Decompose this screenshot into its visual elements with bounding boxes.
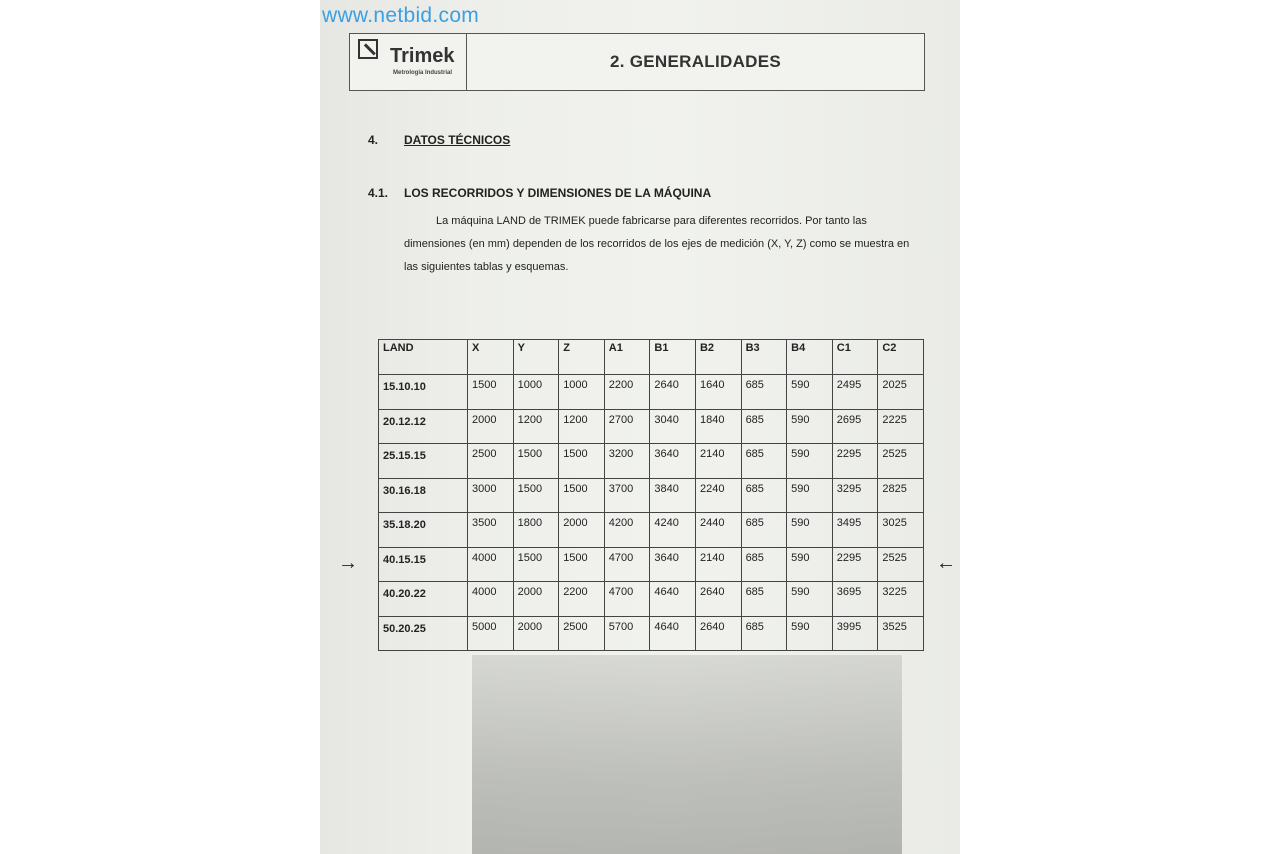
value-cell: 3040 [650, 409, 696, 444]
value-cell: 2500 [468, 444, 514, 479]
section-4-heading [368, 133, 510, 147]
value-cell: 3025 [878, 513, 924, 548]
model-cell: 40.15.15 [379, 547, 468, 582]
value-cell: 685 [741, 582, 787, 617]
section-number: 4.1. [368, 186, 389, 200]
value-cell: 2695 [832, 409, 878, 444]
value-cell: 2440 [695, 513, 741, 548]
value-cell: 2025 [878, 375, 924, 410]
value-cell: 4000 [468, 582, 514, 617]
model-cell: 50.20.25 [379, 616, 468, 651]
value-cell: 3995 [832, 616, 878, 651]
value-cell: 1200 [513, 409, 559, 444]
header-title: 2. GENERALIDADES [609, 52, 782, 71]
value-cell: 1000 [559, 375, 605, 410]
value-cell: 2000 [559, 513, 605, 548]
value-cell: 1840 [695, 409, 741, 444]
value-cell: 2825 [878, 478, 924, 513]
value-cell: 685 [741, 547, 787, 582]
logo-name: Trimek [390, 45, 455, 67]
value-cell: 3500 [468, 513, 514, 548]
value-cell: 3640 [650, 444, 696, 479]
value-cell: 4640 [650, 616, 696, 651]
value-cell: 2640 [695, 582, 741, 617]
model-cell: 15.10.10 [379, 375, 468, 410]
value-cell: 3700 [604, 478, 650, 513]
column-header: B1 [650, 340, 696, 375]
value-cell: 1000 [513, 375, 559, 410]
section-title: LOS RECORRIDOS Y DIMENSIONES DE LA MÁQUINA [404, 186, 712, 200]
value-cell: 590 [787, 547, 833, 582]
value-cell: 3640 [650, 547, 696, 582]
value-cell: 685 [741, 616, 787, 651]
value-cell: 4000 [468, 547, 514, 582]
column-header: C2 [878, 340, 924, 375]
trimek-logo-icon [358, 39, 378, 59]
value-cell: 3840 [650, 478, 696, 513]
value-cell: 2140 [695, 444, 741, 479]
value-cell: 685 [741, 409, 787, 444]
value-cell: 2225 [878, 409, 924, 444]
company-logo [350, 34, 467, 90]
column-header: X [468, 340, 514, 375]
value-cell: 4640 [650, 582, 696, 617]
value-cell: 590 [787, 444, 833, 479]
value-cell: 2240 [695, 478, 741, 513]
value-cell: 2000 [513, 616, 559, 651]
value-cell: 2525 [878, 547, 924, 582]
document-header [349, 33, 925, 91]
table-row [379, 375, 924, 410]
value-cell: 1800 [513, 513, 559, 548]
left-arrow-mark: → [338, 552, 358, 574]
value-cell: 4200 [604, 513, 650, 548]
model-cell: 20.12.12 [379, 409, 468, 444]
value-cell: 590 [787, 478, 833, 513]
section-4-1-heading [368, 186, 711, 200]
value-cell: 1500 [513, 547, 559, 582]
value-cell: 3495 [832, 513, 878, 548]
value-cell: 5000 [468, 616, 514, 651]
column-header: B3 [741, 340, 787, 375]
intro-paragraph [404, 210, 924, 279]
value-cell: 4700 [604, 547, 650, 582]
paragraph-text: La máquina LAND de TRIMEK puede fabricarse para diferentes recorridos. Por tanto las dimensiones (en mm) dependen de los recorridos de los ejes de medición (X, Y, Z) como se muestra en las siguientes tablas y esquemas. [404, 215, 910, 273]
table-row [379, 547, 924, 582]
dimensions-table [378, 339, 924, 651]
value-cell: 2200 [604, 375, 650, 410]
value-cell: 1640 [695, 375, 741, 410]
value-cell: 1500 [559, 547, 605, 582]
value-cell: 2700 [604, 409, 650, 444]
value-cell: 2500 [559, 616, 605, 651]
column-header: Y [513, 340, 559, 375]
value-cell: 1500 [468, 375, 514, 410]
table-row [379, 444, 924, 479]
model-cell: 40.20.22 [379, 582, 468, 617]
column-header: B4 [787, 340, 833, 375]
value-cell: 2140 [695, 547, 741, 582]
value-cell: 3295 [832, 478, 878, 513]
value-cell: 685 [741, 513, 787, 548]
table-row [379, 582, 924, 617]
table-row [379, 409, 924, 444]
column-header: Z [559, 340, 605, 375]
value-cell: 2000 [513, 582, 559, 617]
watermark-link[interactable]: www.netbid.com [322, 4, 480, 27]
value-cell: 1500 [513, 444, 559, 479]
logo-tagline: Metrología Industrial [393, 70, 453, 76]
value-cell: 2495 [832, 375, 878, 410]
value-cell: 2640 [695, 616, 741, 651]
column-header: B2 [695, 340, 741, 375]
value-cell: 1200 [559, 409, 605, 444]
value-cell: 685 [741, 444, 787, 479]
value-cell: 590 [787, 582, 833, 617]
right-arrow-mark: ← [936, 552, 956, 574]
value-cell: 3200 [604, 444, 650, 479]
table-row [379, 513, 924, 548]
value-cell: 3225 [878, 582, 924, 617]
value-cell: 3695 [832, 582, 878, 617]
column-header: LAND [379, 340, 468, 375]
model-cell: 30.16.18 [379, 478, 468, 513]
value-cell: 590 [787, 616, 833, 651]
value-cell: 4240 [650, 513, 696, 548]
value-cell: 685 [741, 375, 787, 410]
value-cell: 2640 [650, 375, 696, 410]
table-row [379, 616, 924, 651]
value-cell: 2525 [878, 444, 924, 479]
value-cell: 2295 [832, 547, 878, 582]
value-cell: 1500 [559, 478, 605, 513]
value-cell: 1500 [513, 478, 559, 513]
shadow-overlay [472, 655, 902, 854]
column-header: C1 [832, 340, 878, 375]
value-cell: 685 [741, 478, 787, 513]
value-cell: 3525 [878, 616, 924, 651]
value-cell: 4700 [604, 582, 650, 617]
table-row [379, 478, 924, 513]
value-cell: 2200 [559, 582, 605, 617]
document-photo [320, 0, 960, 854]
model-cell: 25.15.15 [379, 444, 468, 479]
section-title: DATOS TÉCNICOS [404, 133, 511, 147]
value-cell: 1500 [559, 444, 605, 479]
value-cell: 5700 [604, 616, 650, 651]
column-header: A1 [604, 340, 650, 375]
value-cell: 3000 [468, 478, 514, 513]
value-cell: 2295 [832, 444, 878, 479]
section-number: 4. [368, 133, 379, 147]
table-header-row [379, 340, 924, 375]
model-cell: 35.18.20 [379, 513, 468, 548]
value-cell: 590 [787, 513, 833, 548]
value-cell: 590 [787, 375, 833, 410]
value-cell: 590 [787, 409, 833, 444]
value-cell: 2000 [468, 409, 514, 444]
